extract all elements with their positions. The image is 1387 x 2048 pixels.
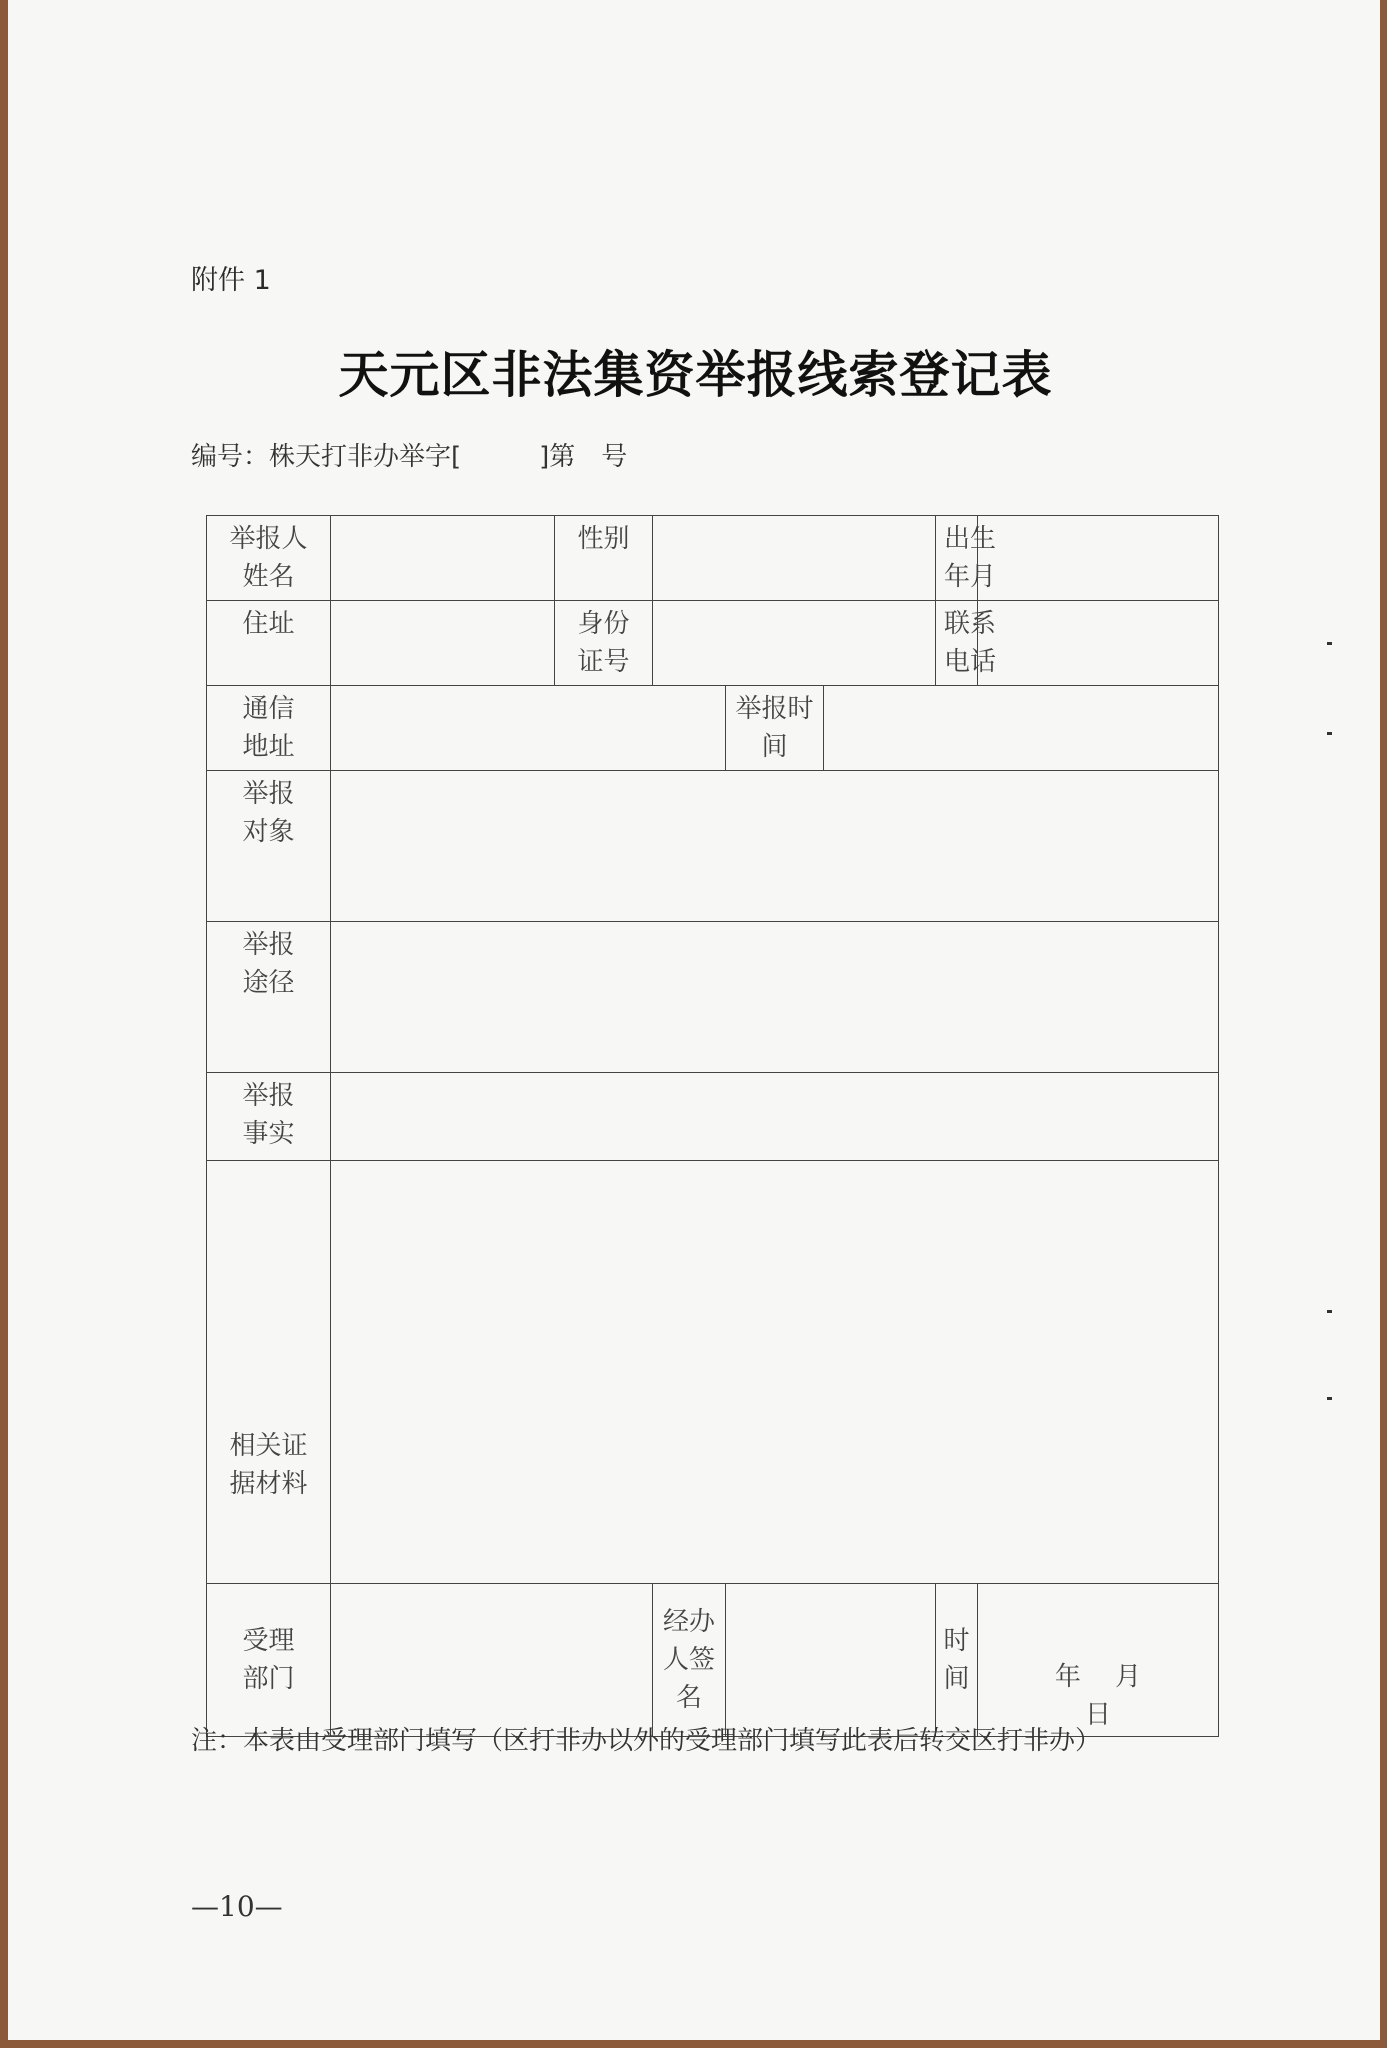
- field-birth[interactable]: [978, 516, 1219, 601]
- margin-mark: [1327, 1397, 1332, 1400]
- margin-mark: [1327, 1310, 1332, 1313]
- form-row-evidence: [207, 1161, 1219, 1584]
- document-number: 编号：株天打非办举字[ ]第 号: [191, 442, 628, 472]
- label-report-target: 举报对象: [207, 771, 331, 922]
- field-report-channel[interactable]: [331, 922, 1219, 1073]
- field-dept[interactable]: [331, 1584, 653, 1737]
- label-birth: 出生年月: [936, 516, 978, 601]
- label-handler: 经办人签名: [653, 1584, 726, 1737]
- page-title: 天元区非法集资举报线索登记表: [338, 345, 1053, 404]
- label-report-time: 举报时间: [726, 686, 824, 771]
- field-id-number[interactable]: [653, 601, 936, 686]
- label-reporter-name: 举报人姓名: [207, 516, 331, 601]
- field-report-target[interactable]: [331, 771, 1219, 922]
- form-row-target: [207, 771, 1219, 922]
- label-report-channel: 举报途径: [207, 922, 331, 1073]
- margin-mark: [1327, 732, 1332, 735]
- label-address: 住址: [207, 601, 331, 686]
- field-report-time[interactable]: [824, 686, 1219, 771]
- form-row-acceptance: [207, 1584, 1219, 1737]
- form-row-facts: [207, 1073, 1219, 1161]
- label-report-facts: 举报事实: [207, 1073, 331, 1161]
- form-row-channel: [207, 922, 1219, 1073]
- form-row-personal: [207, 516, 1219, 601]
- registration-form: [206, 515, 1219, 1737]
- label-time: 时间: [936, 1584, 978, 1737]
- margin-mark: [1327, 642, 1332, 645]
- field-report-facts[interactable]: [331, 1073, 1219, 1161]
- label-id-number: 身份证号: [555, 601, 653, 686]
- field-phone[interactable]: [978, 601, 1219, 686]
- field-evidence[interactable]: [331, 1161, 1219, 1584]
- page-number: —10—: [191, 1890, 283, 1923]
- label-phone: 联系电话: [936, 601, 978, 686]
- field-date[interactable]: 年 月日: [978, 1584, 1219, 1737]
- label-gender: 性别: [555, 516, 653, 601]
- field-gender[interactable]: [653, 516, 936, 601]
- field-reporter-name[interactable]: [331, 516, 555, 601]
- field-mailing-address[interactable]: [331, 686, 726, 771]
- form-row-mailing: [207, 686, 1219, 771]
- label-dept: 受理部门: [207, 1584, 331, 1737]
- footnote: 注：本表由受理部门填写（区打非办以外的受理部门填写此表后转交区打非办）: [191, 1726, 1102, 1756]
- label-evidence: 相关证据材料: [207, 1161, 331, 1584]
- form-row-contact: [207, 601, 1219, 686]
- field-address[interactable]: [331, 601, 555, 686]
- attachment-label: 附件 1: [191, 265, 271, 296]
- field-handler[interactable]: [726, 1584, 936, 1737]
- document-page: [8, 0, 1380, 2040]
- label-mailing-address: 通信地址: [207, 686, 331, 771]
